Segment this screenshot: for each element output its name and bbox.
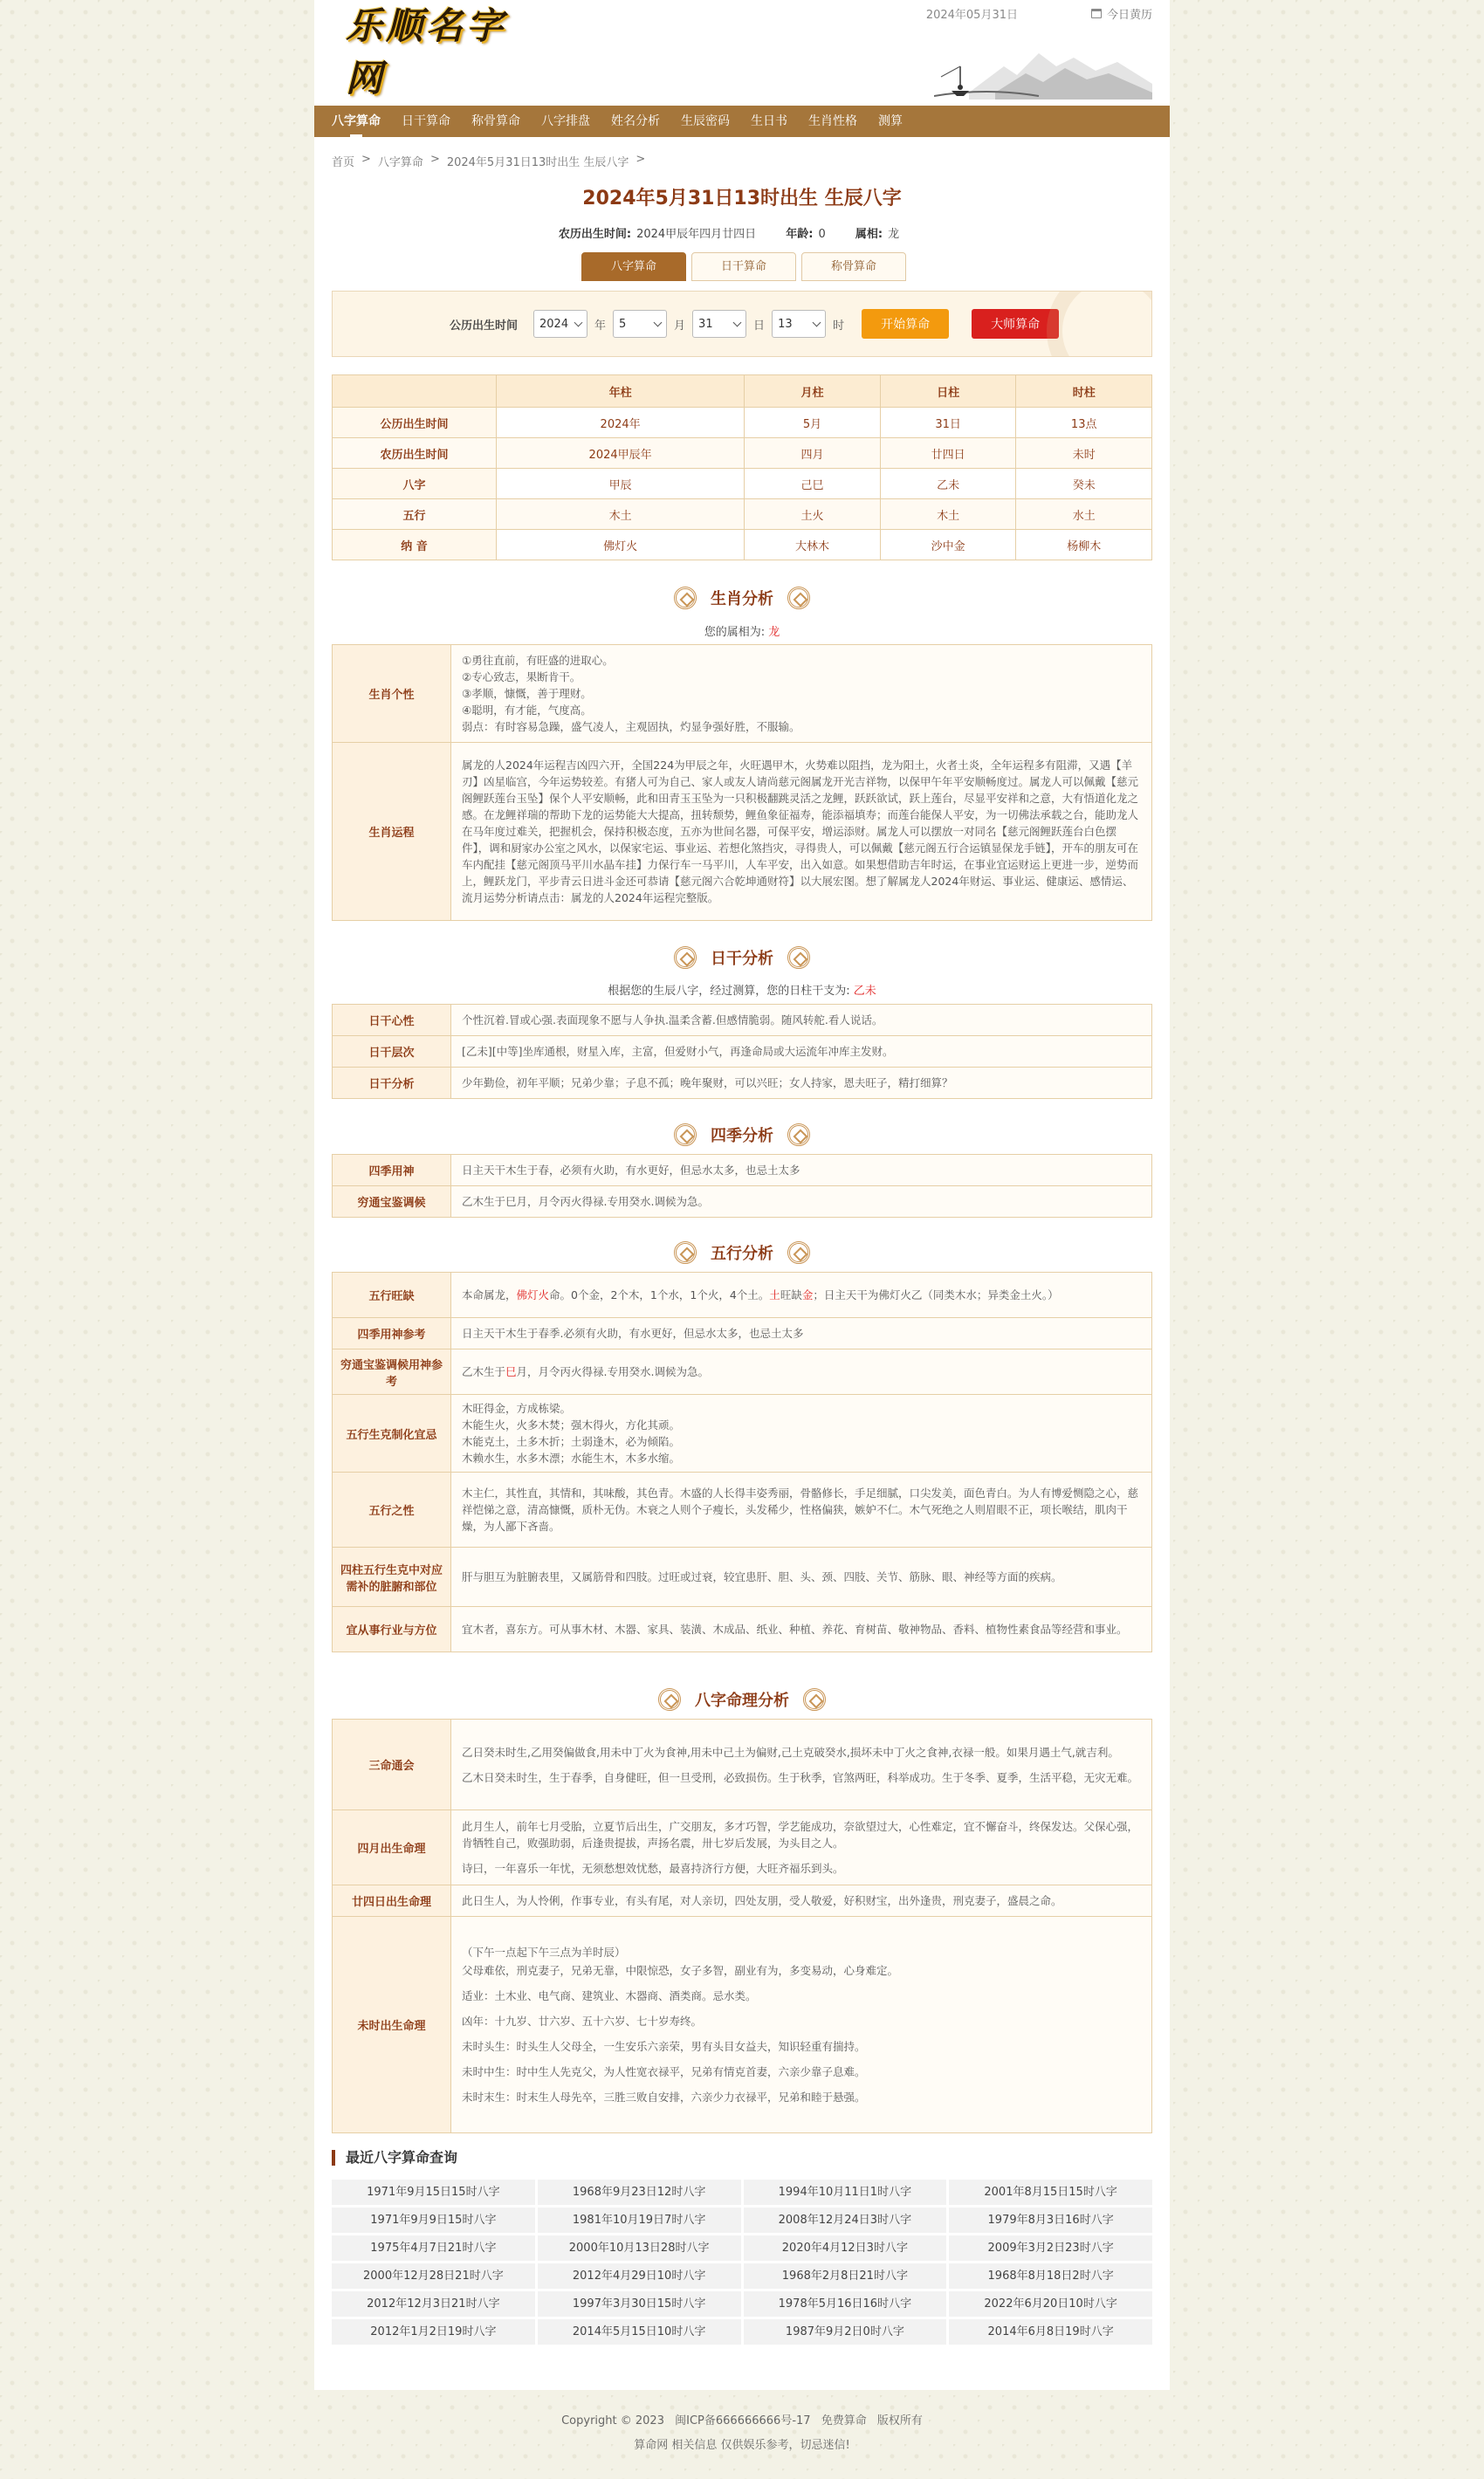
row-label: 四柱五行生克中对应需补的脏腑和部位: [333, 1548, 451, 1607]
table-row: [333, 1810, 1152, 1885]
text-para: 诗曰，一年喜乐一年忧，无须愁想效忧愁，最喜持济行方便，大旺齐福乐到头。: [462, 1862, 844, 1875]
bazi-header-cell: 年柱: [497, 375, 745, 408]
calendar-link[interactable]: [1091, 5, 1152, 22]
ornament-icon: [787, 946, 810, 969]
nayin-value: 佛灯火: [516, 1288, 550, 1301]
table-row: [333, 530, 1152, 560]
birth-meta: [314, 224, 1170, 241]
row-label: 生肖运程: [333, 743, 451, 921]
table-cell: 大林木: [745, 530, 881, 560]
age-value: 0: [818, 228, 826, 241]
recent-query-link[interactable]: 1994年10月11日1时八字: [744, 2180, 947, 2205]
table-row: [333, 1036, 1152, 1068]
footer-copyright: Copyright © 2023: [561, 2414, 664, 2427]
recent-queries-grid: [332, 2180, 1152, 2345]
breadcrumb-current: 2024年5月31日13时出生 生辰八字: [446, 156, 629, 169]
recent-query-link[interactable]: 1979年8月3日16时八字: [949, 2208, 1152, 2233]
ornament-icon: [803, 1688, 826, 1711]
section-title-text: 四季分析: [711, 1127, 773, 1145]
table-row: [333, 1473, 1152, 1548]
footer: [0, 2409, 1484, 2458]
row-label: 四季用神参考: [333, 1318, 451, 1349]
section-title-zodiac: [314, 587, 1170, 609]
nav-item-birthday-book[interactable]: 生日书: [751, 114, 787, 128]
row-label: 三命通会: [333, 1720, 451, 1810]
table-cell: 少年勤俭，初年平顺；兄弟少靠；子息不孤；晚年聚财，可以兴旺；女人持家，恩夫旺子，精打细算？: [451, 1068, 1152, 1099]
footer-free[interactable]: 免费算命: [821, 2414, 867, 2427]
row-label: 生肖个性: [333, 645, 451, 743]
page-container: [314, 0, 1170, 2390]
table-cell: 日主天干木生于春，必须有火助，有水更好，但忌水太多，也忌土太多: [451, 1155, 1152, 1186]
row-label: 四月出生命理: [333, 1810, 451, 1885]
text-line: ③孝顺，慷慨，善于理财。: [462, 687, 592, 700]
text-line: ④聪明，有才能，气度高。: [462, 704, 592, 717]
main-nav: [314, 106, 1170, 137]
recent-query-link[interactable]: 2008年12月24日3时八字: [744, 2208, 947, 2233]
table-cell: [451, 1395, 1152, 1473]
text-part: ；日主天干为佛灯火乙（同类木水；异类金土火。）: [813, 1288, 1059, 1301]
row-label: 五行生克制化宜忌: [333, 1395, 451, 1473]
table-cell: [451, 1273, 1152, 1318]
nav-item-name-analysis[interactable]: 姓名分析: [611, 114, 660, 128]
season-table: [332, 1154, 1152, 1218]
row-label: 宜从事行业与方位: [333, 1607, 451, 1652]
text-para: 凶年：十九岁、廿六岁、五十六岁、七十岁寿终。: [462, 2015, 703, 2028]
ornament-icon: [787, 1123, 810, 1146]
table-row: [333, 1318, 1152, 1349]
recent-query-link[interactable]: 2012年12月3日21时八字: [332, 2291, 535, 2317]
recent-query-link[interactable]: 2020年4月12日3时八字: [744, 2235, 947, 2261]
table-cell: 土火: [745, 499, 881, 530]
section-title-rigan: [314, 946, 1170, 969]
table-cell: 31日: [880, 408, 1016, 438]
zodiac-personality: [451, 645, 1152, 743]
breadcrumb: [332, 153, 645, 169]
yinyang-decoration: [1047, 291, 1152, 357]
zodiac-value: 龙: [888, 228, 900, 241]
recent-query-link[interactable]: 2000年10月13日28时八字: [538, 2235, 741, 2261]
recent-queries-title: 最近八字算命查询: [332, 2150, 457, 2166]
recent-query-link[interactable]: 2022年6月20日10时八字: [949, 2291, 1152, 2317]
hour-select[interactable]: 13: [772, 310, 826, 338]
tab-rigan[interactable]: 日干算命: [691, 252, 796, 281]
section-title-mingli: [314, 1688, 1170, 1711]
table-cell: 己巳: [745, 469, 881, 499]
nav-item-divination[interactable]: 测算: [878, 114, 903, 128]
breadcrumb-sep: >: [361, 153, 371, 166]
table-row: [333, 1155, 1152, 1186]
table-cell: [451, 1885, 1152, 1917]
recent-query-link[interactable]: 2014年6月8日19时八字: [949, 2319, 1152, 2345]
table-cell: 木土: [497, 499, 745, 530]
row-label: 五行之性: [333, 1473, 451, 1548]
section-title-text: 五行分析: [711, 1245, 773, 1263]
ornament-icon: [674, 1123, 697, 1146]
recent-query-link[interactable]: 1971年9月9日15时八字: [332, 2208, 535, 2233]
mingli-table: [332, 1719, 1152, 2133]
recent-query-link[interactable]: 2001年8月15日15时八字: [949, 2180, 1152, 2205]
recent-query-link[interactable]: 1987年9月2日0时八字: [744, 2319, 947, 2345]
row-label: 廿四日出生命理: [333, 1885, 451, 1917]
text-part: 本命属龙，: [462, 1288, 517, 1301]
text-para: 未时头生：时头生人父母全，一生安乐六亲荣，男有头目女益夫，知识轻重有揣持。: [462, 2040, 866, 2053]
master-button[interactable]: 大师算命: [972, 309, 1059, 339]
text-para: 未时中生：时中生人先克父，为人性宽衣禄平，兄弟有情克首妻，六亲少靠子息难。: [462, 2065, 866, 2078]
form-label: 公历出生时间: [450, 319, 519, 333]
table-row: [333, 1273, 1152, 1318]
row-label: 四季用神: [333, 1155, 451, 1186]
text-para: 父母难依，刑克妻子，兄弟无靠，中限惊恐，女子多智，副业有为，多变易动，心身难定。: [462, 1964, 899, 1977]
row-label: 日干层次: [333, 1036, 451, 1068]
footer-line-1: [0, 2409, 1484, 2434]
lunar-value: 2024甲辰年四月廿四日: [636, 228, 757, 241]
row-label: 农历出生时间: [333, 438, 497, 469]
day-unit: 日: [753, 319, 766, 333]
month-unit: 月: [674, 319, 686, 333]
month-value: 巳: [505, 1365, 517, 1378]
bazi-header-cell: 月柱: [745, 375, 881, 408]
table-cell: 肝与胆互为脏腑表里，又属筋骨和四肢。过旺或过衰，较宜患肝、胆、头、颈、四肢、关节、筋脉、眼、神经等方面的疾病。: [451, 1548, 1152, 1607]
section-title-text: 八字命理分析: [695, 1692, 789, 1710]
text-line: 木能克土，土多木折；土弱逢木，必为倾陷。: [462, 1435, 681, 1448]
rigan-sub-label: 根据您的生辰八字，经过测算，您的日柱干支为:: [608, 985, 850, 998]
table-cell: 个性沉着.冒或心强.表面现象不愿与人争执.温柔含蓄.但感情脆弱。随风转舵.看人说话。: [451, 1005, 1152, 1036]
ornament-icon: [674, 1241, 697, 1264]
calendar-icon: [1091, 9, 1102, 18]
row-label: 日干分析: [333, 1068, 451, 1099]
ornament-icon: [787, 1241, 810, 1264]
table-cell: 木土: [880, 499, 1016, 530]
table-cell: [451, 1810, 1152, 1885]
row-label: 五行: [333, 499, 497, 530]
table-row: [333, 1395, 1152, 1473]
table-cell: 甲辰: [497, 469, 745, 499]
nav-item-rigan[interactable]: 日干算命: [402, 114, 450, 128]
current-date: 2024年05月31日: [925, 9, 1018, 22]
table-cell: 癸未: [1016, 469, 1152, 499]
table-row: [333, 1607, 1152, 1652]
landscape-illustration: [934, 31, 1152, 100]
table-cell: 杨柳木: [1016, 530, 1152, 560]
hour-unit: 时: [833, 319, 845, 333]
table-cell: 13点: [1016, 408, 1152, 438]
row-label: 公历出生时间: [333, 408, 497, 438]
text-line: 弱点：有时容易急躁，盛气凌人，主观固执，灼显争强好胜，不服输。: [462, 720, 800, 733]
table-cell: [乙未][中等]坐库通根，财星入库，主富，但爱财小气，再逢命局或大运流年冲库主发财。: [451, 1036, 1152, 1068]
table-row: [333, 1005, 1152, 1036]
row-label: 未时出生命理: [333, 1917, 451, 2133]
text-line: ①勇往直前，有旺盛的进取心。: [462, 654, 614, 667]
recent-query-link[interactable]: 2012年4月29日10时八字: [538, 2263, 741, 2289]
recent-query-link[interactable]: 2012年1月2日19时八字: [332, 2319, 535, 2345]
tab-chenggu[interactable]: 称骨算命: [801, 252, 906, 281]
row-label: 穷通宝鉴调候用神参考: [333, 1349, 451, 1395]
table-row: [333, 1068, 1152, 1099]
start-button[interactable]: 开始算命: [862, 309, 949, 339]
bazi-header-cell: 时柱: [1016, 375, 1152, 408]
breadcrumb-bazi[interactable]: 八字算命: [377, 156, 423, 169]
section-title-season: [314, 1123, 1170, 1146]
zodiac-subtitle: [314, 622, 1170, 639]
wang-value: 土: [769, 1288, 780, 1301]
nav-item-zodiac[interactable]: 生肖性格: [808, 114, 857, 128]
rigan-sub-value: 乙未: [853, 985, 876, 998]
table-cell: 廿四日: [880, 438, 1016, 469]
table-row: [333, 645, 1152, 743]
nav-item-bazi[interactable]: 八字算命: [321, 106, 391, 137]
bazi-header-row: [333, 375, 1152, 408]
recent-query-link[interactable]: 1968年9月23日12时八字: [538, 2180, 741, 2205]
zodiac-sub-label: 您的属相为:: [704, 626, 766, 639]
recent-query-link[interactable]: 2014年5月15日10时八字: [538, 2319, 741, 2345]
table-cell: 宜木者，喜东方。可从事木材、木器、家具、装潢、木成品、纸业、种植、养花、育树苗、敬神物品、香料、植物性素食品等经营和事业。: [451, 1607, 1152, 1652]
ornament-icon: [658, 1688, 681, 1711]
recent-query-link[interactable]: 1971年9月15日15时八字: [332, 2180, 535, 2205]
text-part: 乙木生于: [462, 1365, 506, 1378]
table-row: [333, 1548, 1152, 1607]
mode-tabs: [581, 252, 906, 281]
footer-icp[interactable]: 闽ICP备666666666号-17: [675, 2414, 811, 2427]
nav-item-birth-code[interactable]: 生辰密码: [681, 114, 730, 128]
que-value: 金: [801, 1288, 814, 1301]
table-cell: 2024年: [497, 408, 745, 438]
text-para: 乙日癸未时生,乙用癸偏做食,用未中丁火为食神,用未中己土为偏财,己土克破癸水,损坏未中丁火之食神,衣禄一般。如果月遇土气,就吉利。: [462, 1745, 1119, 1759]
table-row: [333, 438, 1152, 469]
table-cell: 乙未: [880, 469, 1016, 499]
recent-query-link[interactable]: 1968年2月8日21时八字: [744, 2263, 947, 2289]
month-select[interactable]: 5: [613, 310, 667, 338]
row-label: 八字: [333, 469, 497, 499]
breadcrumb-home[interactable]: 首页: [332, 156, 355, 169]
row-label: 五行旺缺: [333, 1273, 451, 1318]
recent-query-link[interactable]: 1997年3月30日15时八字: [538, 2291, 741, 2317]
text-line: 木能生火，火多木焚；强木得火，方化其顽。: [462, 1418, 681, 1432]
text-line: 木赖水生，水多木漂；水能生木，木多水缩。: [462, 1452, 681, 1465]
calendar-label: 今日黄历: [1106, 9, 1152, 22]
site-logo[interactable]: [346, 4, 520, 100]
row-label: 纳 音: [333, 530, 497, 560]
recent-query-link[interactable]: 1975年4月7日21时八字: [332, 2235, 535, 2261]
table-cell: 日主天干木生于春季.必须有火助，有水更好，但忌水太多，也忌土太多: [451, 1318, 1152, 1349]
recent-query-link[interactable]: 1978年5月16日16时八字: [744, 2291, 947, 2317]
bazi-header-cell: [333, 375, 497, 408]
year-select[interactable]: 2024: [533, 310, 587, 338]
text-line: ②专心致志，果断肯干。: [462, 670, 581, 683]
zodiac-label: 属相:: [855, 228, 883, 241]
table-cell: 水土: [1016, 499, 1152, 530]
zodiac-table: [332, 644, 1152, 921]
recent-query-link[interactable]: 2000年12月28日21时八字: [332, 2263, 535, 2289]
nav-item-paipan[interactable]: 八字排盘: [541, 114, 590, 128]
table-row: [333, 1885, 1152, 1917]
table-cell: 乙木生于巳月，月令丙火得禄.专用癸水.调候为急。: [451, 1186, 1152, 1218]
table-row: [333, 469, 1152, 499]
table-cell: 木主仁，其性直，其情和，其味酸，其色青。木盛的人长得丰姿秀丽，骨骼修长，手足细腻，口尖发美，面色青白。为人有博爱恻隐之心，慈祥恺悌之意，清高慷慨，质朴无伪。木衰之人则个子瘦长，头发稀少，性格偏狭，嫉妒不仁。木气死绝之人则眉眼不正，项长喉结，肌肉干燥，为人鄙下吝啬。: [451, 1473, 1152, 1548]
rigan-table: [332, 1004, 1152, 1099]
wuxing-table: [332, 1272, 1152, 1652]
section-title-wuxing: [314, 1241, 1170, 1264]
breadcrumb-sep: >: [636, 153, 646, 166]
table-cell: [451, 1720, 1152, 1810]
day-select[interactable]: 31: [692, 310, 746, 338]
table-cell: 沙中金: [880, 530, 1016, 560]
bazi-table: [332, 374, 1152, 560]
text-para: 此日生人，为人怜俐，作事专业，有头有尾，对人亲切，四处友朋，受人敬爱，好积财宝，出外逢贵，刑克妻子，盛晨之命。: [462, 1894, 1062, 1907]
rigan-subtitle: [314, 981, 1170, 998]
section-title-text: 日干分析: [711, 950, 773, 968]
logo-text: 乐顺名字网: [346, 4, 507, 100]
tab-bazi[interactable]: 八字算命: [581, 252, 686, 281]
table-row: [333, 1720, 1152, 1810]
breadcrumb-sep: >: [429, 153, 440, 166]
table-cell: 佛灯火: [497, 530, 745, 560]
text-para: 适业：土木业、电气商、建筑业、木器商、酒类商。忌水类。: [462, 1989, 757, 2002]
text-part: 命。0个金，2个木，1个水，1个火，4个土。: [549, 1288, 770, 1301]
table-row: [333, 1917, 1152, 2133]
footer-disclaimer: 算命网 相关信息 仅供娱乐参考，切忌迷信!: [634, 2439, 850, 2452]
table-row: [333, 499, 1152, 530]
footer-rights: 版权所有: [876, 2414, 923, 2427]
section-title-text: 生肖分析: [711, 590, 773, 608]
table-cell: 2024甲辰年: [497, 438, 745, 469]
nav-item-chenggu[interactable]: 称骨算命: [471, 114, 520, 128]
ornament-icon: [787, 587, 810, 609]
ornament-icon: [674, 587, 697, 609]
bazi-header-cell: 日柱: [880, 375, 1016, 408]
text-para: 此月生人，前年七月受胎，立夏节后出生，广交朋友，多才巧智，学艺能成功，奈欲望过大，心性难定，宜不懈奋斗，终保发达。父保心强，肯牺牲自己，败强助弱，后逢贵提拔，声扬名震，卅七岁后发展，为头目之人。: [462, 1820, 1139, 1850]
lunar-label: 农历出生时间:: [558, 228, 632, 241]
birth-form: [332, 291, 1152, 357]
table-row: [333, 1186, 1152, 1218]
header: [314, 0, 1170, 106]
text-para: 未时末生：时末生人母先卒，三胜三败自安排，六亲少力衣禄平，兄弟和睦于悬强。: [462, 2091, 866, 2104]
zodiac-sub-value: 龙: [768, 626, 780, 639]
text-line: 木旺得金，方成栋梁。: [462, 1402, 572, 1415]
table-row: [333, 1349, 1152, 1395]
table-cell: [451, 1917, 1152, 2133]
text-part: 月，月令丙火得禄.专用癸水.调候为急。: [516, 1365, 709, 1378]
text-part: 旺缺: [780, 1288, 802, 1301]
zodiac-fortune: 属龙的人2024年运程吉凶四六开，全国224为甲辰之年，火旺遇甲木，火势难以阻挡，龙为阳土，火者土炎，全年运程多有阻滞，又遇【羊刃】凶星临宫，今年运势较差。有猪人可为自己、家人或友人请尚慈元阁属龙开光吉祥物，以保甲午年平安顺畅度过。属龙人可以佩戴【慈元阁鲤跃莲台玉坠】保个人平安顺畅，此和田青玉玉坠为一只积极翻跳灵活之龙鲤，跃跃欲试，跃上莲台，尽显平安祥和之意，大有悟道化龙之感。在龙鲤祥瑞的帮助下龙的运势能大大提高，扭转颓势，鲤鱼象征福寿，能添福填寿；而莲台能保人平安，为一切佛法承载之台，能助龙人在马年度过难关，把握机会，保持积极态度，五亦为世间名器，可保平安，增运添财。属龙人可以摆放一对同名【慈元阁鲤跃莲台白色摆件】，调和厨家办公室之风水，以保家宅运、事业运、若想化煞挡灾，寻得贵人，可以佩戴【慈元阁五行合运镇显保龙手链】，开车的朋友可在车内配挂【慈元阁顶马平川水晶车挂】力保行车一马平川，人车平安，出入如意。如果想借助吉年时运，在事业宜运财运上更进一步，逆势而上，鲤跃龙门，平步青云日进斗金还可恭请【慈元阁六合乾坤通财符】以大展宏图。想了解属龙人2024年财运、事业运、健康运、感情运、流月运势分析请点击：属龙的人2024年运程完整版。: [451, 743, 1152, 921]
recent-query-link[interactable]: 1968年8月18日2时八字: [949, 2263, 1152, 2289]
row-label: 日干心性: [333, 1005, 451, 1036]
table-cell: 5月: [745, 408, 881, 438]
ornament-icon: [674, 946, 697, 969]
recent-query-link[interactable]: 2009年3月2日23时八字: [949, 2235, 1152, 2261]
row-label: 穷通宝鉴调候: [333, 1186, 451, 1218]
table-cell: 未时: [1016, 438, 1152, 469]
page-title: 2024年5月31日13时出生 生辰八字: [582, 188, 902, 209]
year-unit: 年: [594, 319, 607, 333]
table-row: [333, 743, 1152, 921]
table-cell: [451, 1349, 1152, 1395]
recent-query-link[interactable]: 1981年10月19日7时八字: [538, 2208, 741, 2233]
table-cell: 四月: [745, 438, 881, 469]
age-label: 年龄:: [786, 228, 814, 241]
table-row: [333, 408, 1152, 438]
text-para: 乙木日癸未时生，生于春季，自身健旺，但一旦受刑，必致损伤。生于秋季，官煞两旺，科举成功。生于冬季、夏季，生活平稳，无灾无难。: [462, 1770, 1139, 1784]
text-para: （下午一点起下午三点为羊时辰）: [462, 1946, 626, 1959]
